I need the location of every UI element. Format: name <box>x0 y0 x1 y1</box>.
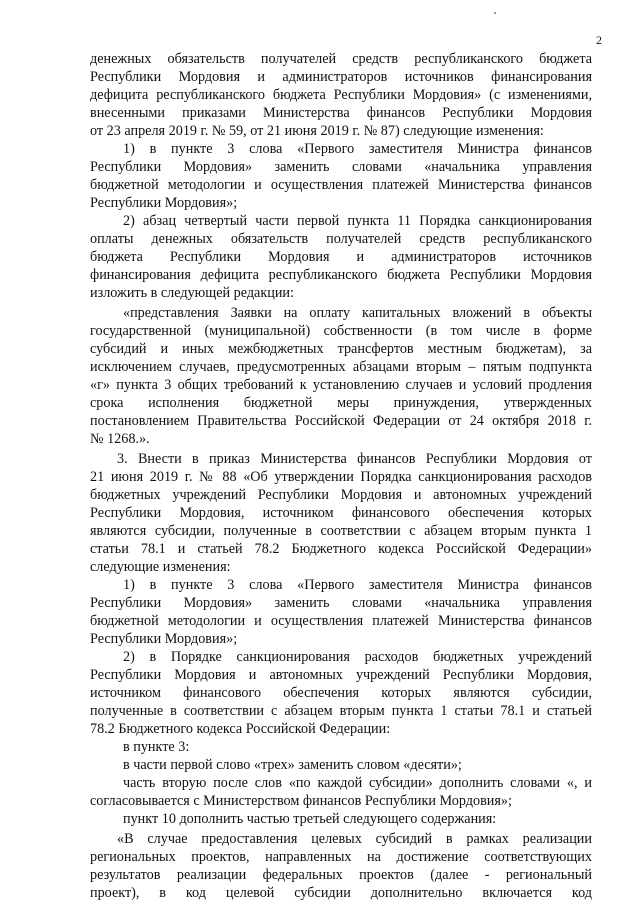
text-line: 3. Внести в приказ Министерства финансов Республики Мордовия от <box>117 451 592 467</box>
text-line: источником финансового обеспечения которых являются субсидии, <box>90 685 592 701</box>
text-line: пункт 10 дополнить частью третьей следующего содержания: <box>123 811 497 827</box>
text-line: бюджетных учреждений Республики Мордовия и автономных учреждений <box>90 487 592 503</box>
text-line: проект), в код целевой субсидии дополнительно включается код <box>90 885 592 901</box>
text-line: региональных проектов, направленных на достижение соответствующих <box>90 849 592 865</box>
text-line: Республики Мордовия» заменить словами «начальника управления <box>90 159 592 175</box>
text-line: изложить в следующей редакции: <box>90 285 294 301</box>
text-line: срока исполнения бюджетной меры принуждения, утвержденных <box>90 395 592 411</box>
text-line: 2) абзац четвертый части первой пункта 11 Порядка санкционирования <box>123 213 592 229</box>
text-line: денежных обязательств получателей средств республиканского бюджета <box>90 51 592 67</box>
text-line: 78.2 Бюджетного кодекса Российской Федерации: <box>90 721 391 737</box>
text-line: «В случае предоставления целевых субсидий в рамках реализации <box>117 831 592 847</box>
text-line: Республики Мордовия и автономных учреждений Республики Мордовия, <box>90 667 592 683</box>
text-line: бюджета Республики Мордовия и администраторов источников <box>90 249 592 265</box>
text-line: бюджетной методологии и осуществления платежей Министерства финансов <box>90 177 592 193</box>
text-line: субсидий и иных межбюджетных трансфертов местным бюджетам), за <box>90 341 592 357</box>
text-line: оплаты денежных обязательств получателей средств республиканского <box>90 231 592 247</box>
text-line: часть вторую после слов «по каждой субсидии» дополнить словами «, и <box>123 775 592 791</box>
text-line: следующие изменения: <box>90 559 231 575</box>
text-line: являются субсидии, полученные в соответствии с абзацем вторым пункта 1 <box>90 523 592 539</box>
text-line: 21 июня 2019 г. № 88 «Об утверждении Порядка санкционирования расходов <box>90 469 592 485</box>
text-line: исключением случаев, предусмотренных абзацами вторым – пятым подпункта <box>90 359 592 375</box>
text-line: государственной (муниципальной) собственности (в том числе в форме <box>90 323 592 339</box>
text-line: Республики Мордовия» заменить словами «начальника управления <box>90 595 592 611</box>
text-line: в пункте 3: <box>123 739 190 755</box>
text-line: 1) в пункте 3 слова «Первого заместителя Министра финансов <box>123 577 592 593</box>
text-line: постановлением Правительства Российской Федерации от 24 октября 2018 г. <box>90 413 592 429</box>
text-line: Республики Мордовия»; <box>90 631 238 647</box>
text-line: статьи 78.1 и статьей 78.2 Бюджетного кодекса Российской Федерации» <box>90 541 592 557</box>
text-line: внесенными приказами Министерства финансов Республики Мордовия <box>90 105 592 121</box>
text-line: Республики Мордовия»; <box>90 195 238 211</box>
text-line: от 23 апреля 2019 г. № 59, от 21 июня 2019 г. № 87) следующие изменения: <box>90 123 544 139</box>
text-line: «г» пункта 3 общих требований к установлению случаев и условий продления <box>90 377 592 393</box>
text-line: результатов реализации федеральных проектов (далее - региональный <box>90 867 592 883</box>
text-line: бюджетной методологии и осуществления платежей Министерства финансов <box>90 613 592 629</box>
scan-speck <box>494 12 496 14</box>
text-line: дефицита республиканского бюджета Республики Мордовия» (с изменениями, <box>90 87 592 103</box>
text-line: полученные в соответствии с абзацем вторым пункта 1 статьи 78.1 и статьей <box>90 703 592 719</box>
text-line: финансирования дефицита республиканского бюджета Республики Мордовия <box>90 267 592 283</box>
text-line: 2) в Порядке санкционирования расходов бюджетных учреждений <box>123 649 592 665</box>
text-line: согласовывается с Министерством финансов Республики Мордовия»; <box>90 793 512 809</box>
text-line: Республики Мордовия и администраторов источников финансирования <box>90 69 592 85</box>
text-line: «представления Заявки на оплату капитальных вложений в объекты <box>123 305 592 321</box>
text-line: в части первой слово «трех» заменить словом «десяти»; <box>123 757 462 773</box>
text-line: 1) в пункте 3 слова «Первого заместителя Министра финансов <box>123 141 592 157</box>
page-number: 2 <box>596 33 602 47</box>
text-line: № 1268.». <box>90 431 150 447</box>
text-line: Республики Мордовия, источником финансового обеспечения которых <box>90 505 592 521</box>
